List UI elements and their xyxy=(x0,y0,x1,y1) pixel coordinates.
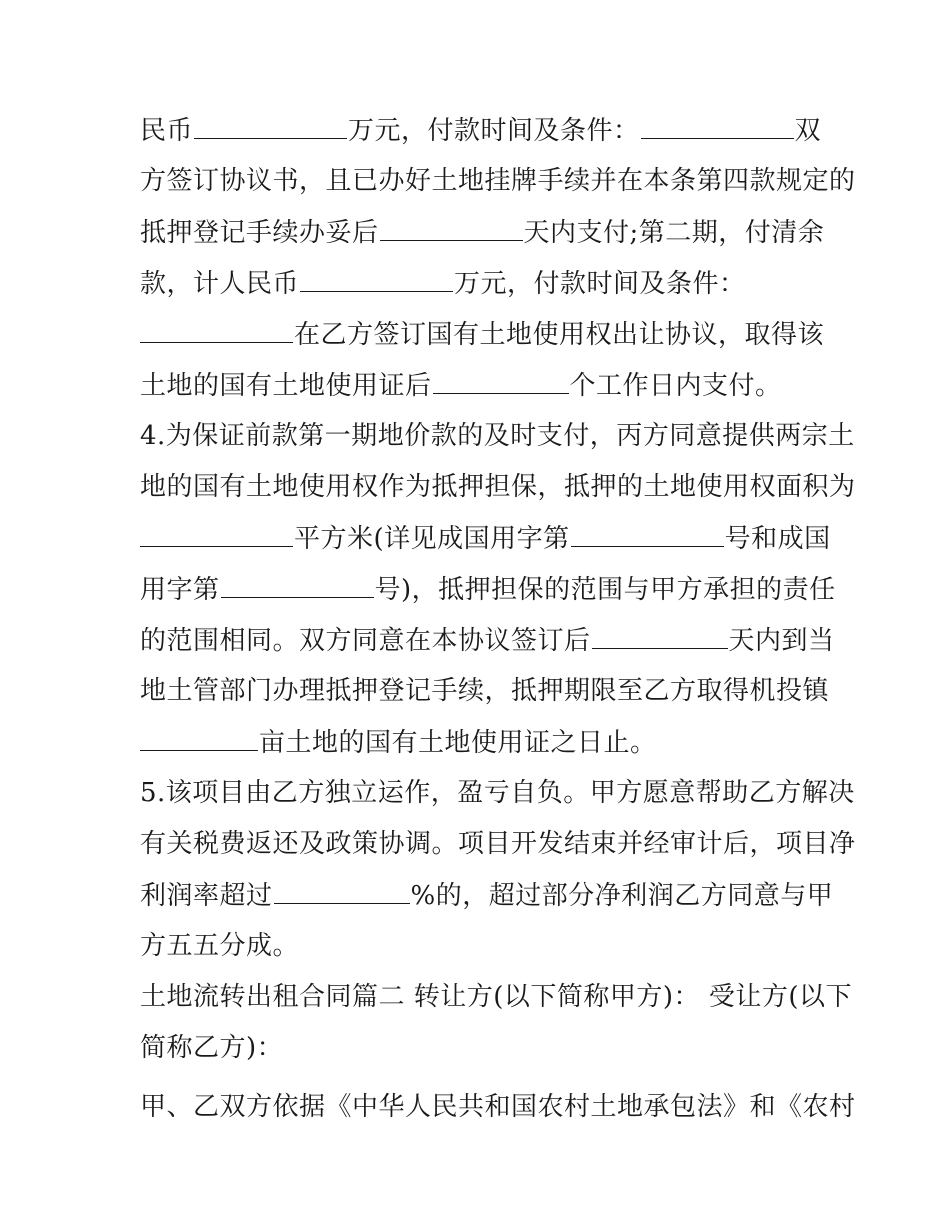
text-line-18 xyxy=(140,981,852,1013)
text-segment: 个工作日内支付。 xyxy=(569,371,782,401)
text-line-6 xyxy=(140,369,782,402)
fill-blank xyxy=(641,114,794,139)
fill-blank xyxy=(592,624,728,649)
fill-blank xyxy=(140,318,293,343)
text-segment: 万元，付款时间及条件： xyxy=(348,116,640,146)
text-line-15 xyxy=(140,828,856,860)
text-line-7 xyxy=(140,420,855,452)
text-segment: 号和成国 xyxy=(724,524,831,554)
fill-blank xyxy=(140,726,258,751)
text-segment: 4.为保证前款第一期地价款的及时支付，丙方同意提供两宗土 xyxy=(140,421,855,451)
text-line-12 xyxy=(140,675,829,707)
fill-blank xyxy=(140,522,293,547)
text-segment: 抵押登记手续办妥后 xyxy=(140,218,379,248)
text-segment: 双 xyxy=(794,116,822,146)
text-segment: 天内支付;第二期，付清余 xyxy=(523,218,825,248)
fill-blank xyxy=(274,879,410,904)
text-line-3 xyxy=(140,216,824,249)
text-segment: 有关税费返还及政策协调。项目开发结束并经审计后，项目净 xyxy=(140,829,856,859)
text-segment: 土地流转出租合同篇二 转让方(以下简称甲方)： 受让方(以下 xyxy=(140,982,852,1012)
text-segment: %的，超过部分净利润乙方同意与甲 xyxy=(410,881,834,911)
text-segment: 地的国有土地使用权作为抵押担保，抵押的土地使用权面积为 xyxy=(140,472,856,502)
text-segment: 的范围相同。双方同意在本协议签订后 xyxy=(140,626,591,656)
text-segment: 地土管部门办理抵押登记手续，抵押期限至乙方取得机投镇 xyxy=(140,676,830,706)
text-line-11 xyxy=(140,624,835,657)
text-segment: 亩土地的国有土地使用证之日止。 xyxy=(259,728,657,758)
fill-blank xyxy=(571,522,724,547)
text-segment: 简称乙方)： xyxy=(140,1033,284,1063)
text-segment: 款，计人民币 xyxy=(140,269,300,299)
fill-blank xyxy=(433,369,569,394)
text-line-13 xyxy=(140,726,657,759)
text-segment: 方五五分成。 xyxy=(140,931,300,961)
text-segment: 万元，付款时间及条件： xyxy=(454,269,746,299)
text-line-16 xyxy=(140,879,833,912)
fill-blank xyxy=(300,267,453,292)
text-segment: 甲、乙双方依据《中华人民共和国农村土地承包法》和《农村 xyxy=(140,1092,856,1122)
text-line-2 xyxy=(140,165,856,197)
text-line-20 xyxy=(140,1091,856,1123)
text-segment: 用字第 xyxy=(140,575,220,605)
text-segment: 天内到当 xyxy=(728,626,835,656)
text-line-14 xyxy=(140,777,855,809)
text-line-8 xyxy=(140,471,856,503)
text-line-5 xyxy=(140,318,824,351)
text-line-4 xyxy=(140,267,746,300)
text-line-1 xyxy=(140,114,821,147)
text-segment: 民币 xyxy=(140,116,194,146)
text-segment: 方签订协议书，且已办好土地挂牌手续并在本条第四款规定的 xyxy=(140,166,856,196)
text-line-17 xyxy=(140,930,299,962)
text-line-10 xyxy=(140,573,836,606)
text-segment: 号)，抵押担保的范围与甲方承担的责任 xyxy=(374,575,836,605)
text-segment: 利润率超过 xyxy=(140,881,273,911)
fill-blank xyxy=(221,573,374,598)
text-segment: 平方米(详见成国用字第 xyxy=(294,524,570,554)
text-segment: 5.该项目由乙方独立运作，盈亏自负。甲方愿意帮助乙方解决 xyxy=(140,778,855,808)
text-line-19 xyxy=(140,1032,283,1064)
fill-blank xyxy=(194,114,347,139)
text-segment: 土地的国有土地使用证后 xyxy=(140,371,432,401)
text-segment: 在乙方签订国有土地使用权出让协议，取得该 xyxy=(294,320,825,350)
text-line-9 xyxy=(140,522,831,555)
fill-blank xyxy=(380,216,523,241)
